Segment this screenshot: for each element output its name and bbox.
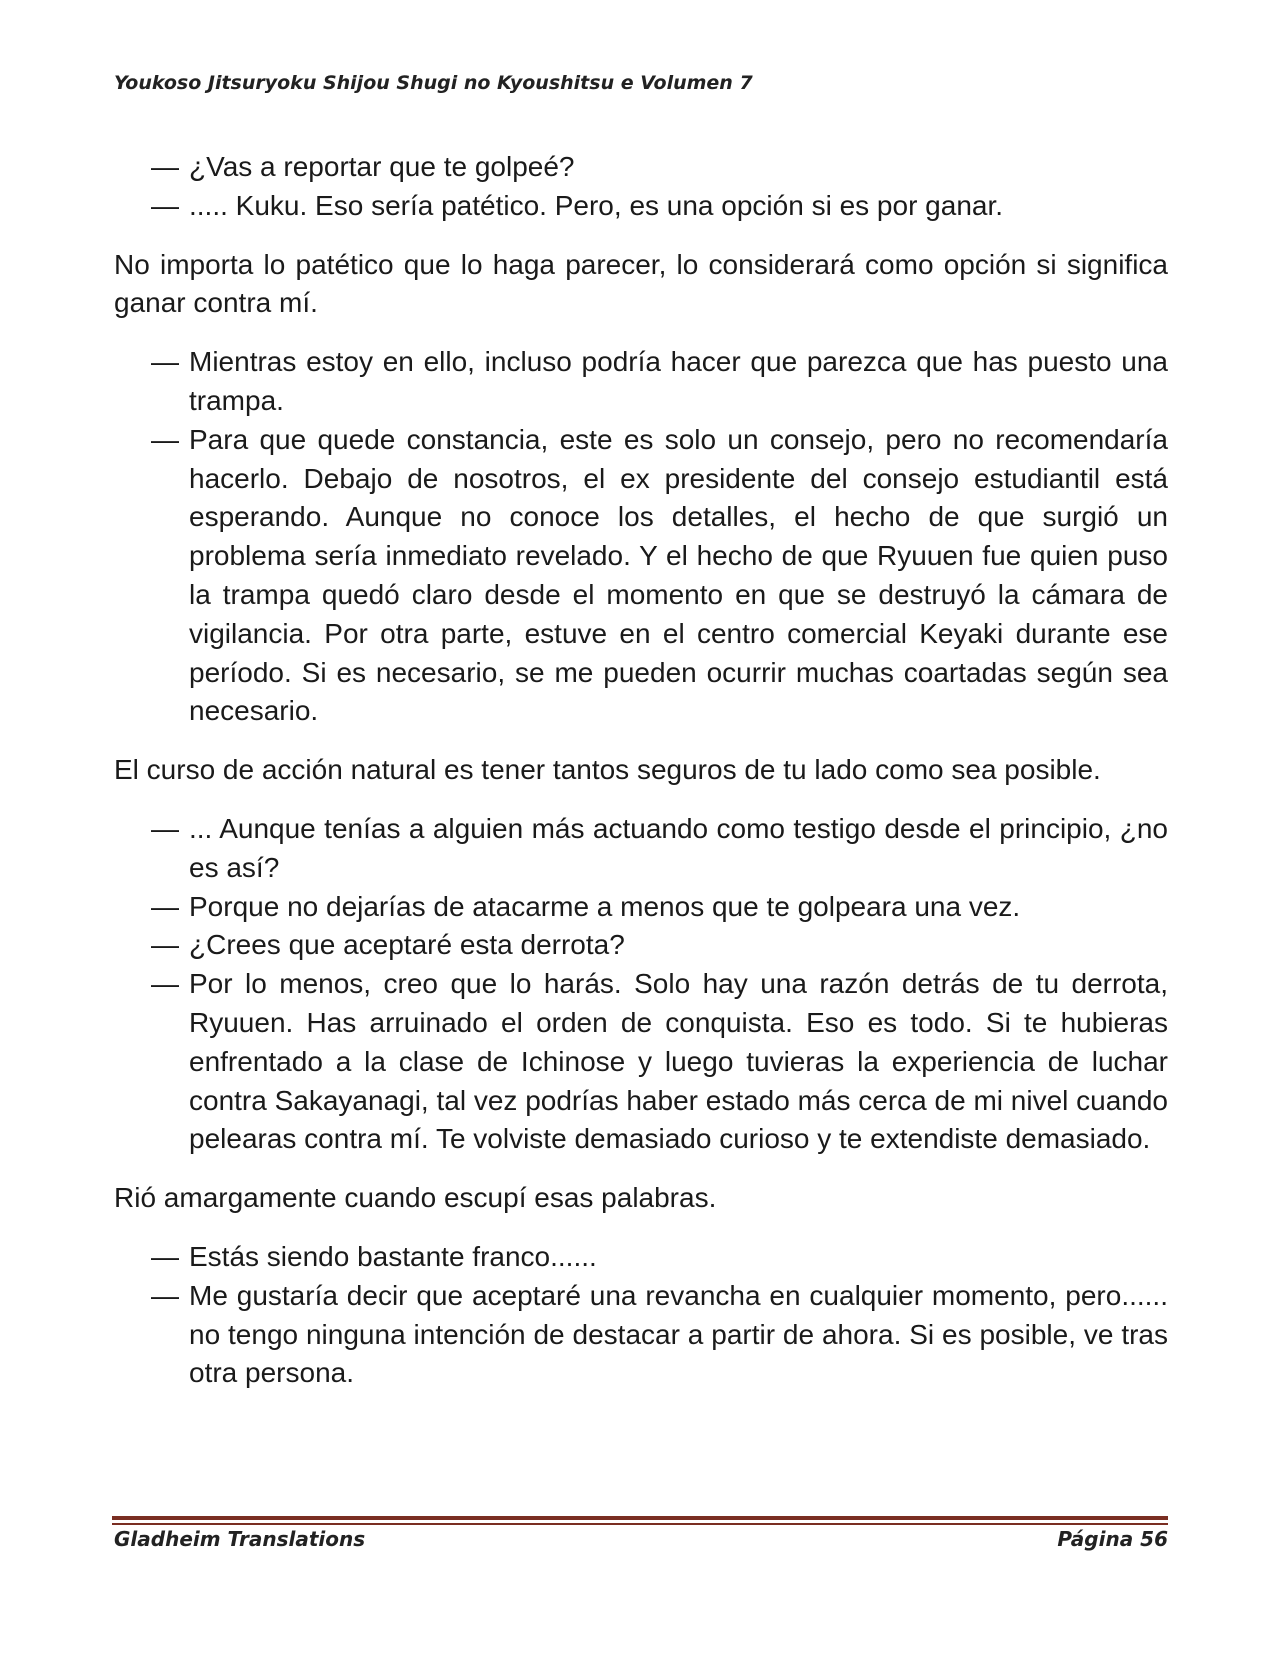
dialogue-dash: — bbox=[151, 890, 179, 922]
dialogue-line: — Para que quede constancia, este es solo un consejo, pero no recomendaría hacerlo. Debajo de nosotros, el ex presidente del consejo estudiantil está esperando. Aunque no conoce los detalles, el hecho de que surgió un problema sería inmediato revelado. Y el hecho de que Ryuuen fue quien puso la trampa quedó claro desde el momento en que se destruyó la cámara de vigilancia. Por otra parte, estuve en el centro comercial Keyaki durante ese período. Si es necesario, se me pueden ocurrir muchas coartadas según sea necesario. bbox=[114, 421, 1168, 731]
dialogue-group bbox=[114, 343, 1168, 731]
dialogue-line: — Estás siendo bastante franco...... bbox=[114, 1238, 1168, 1277]
dialogue-dash: — bbox=[151, 812, 179, 844]
dialogue-dash: — bbox=[151, 1279, 179, 1311]
dialogue-line: — ¿Crees que aceptaré esta derrota? bbox=[114, 926, 1168, 965]
dialogue-dash: — bbox=[151, 423, 179, 455]
narration-paragraph: No importa lo patético que lo haga parecer, lo considerará como opción si significa ganar contra mí. bbox=[114, 248, 1168, 319]
page-header-title: Youkoso Jitsuryoku Shijou Shugi no Kyoushitsu e Volumen 7 bbox=[114, 72, 753, 94]
dialogue-group bbox=[114, 810, 1168, 1159]
narration-paragraph: El curso de acción natural es tener tantos seguros de tu lado como sea posible. bbox=[114, 754, 1101, 786]
dialogue-dash: — bbox=[151, 929, 179, 961]
dialogue-line: — ..... Kuku. Eso sería patético. Pero, es una opción si es por ganar. bbox=[114, 187, 1168, 226]
dialogue-dash: — bbox=[151, 1240, 179, 1272]
footer-publisher: Gladheim Translations bbox=[114, 1527, 366, 1551]
dialogue-line: — Mientras estoy en ello, incluso podría hacer que parezca que has puesto una trampa. bbox=[114, 343, 1168, 421]
dialogue-dash: — bbox=[151, 189, 179, 221]
footer-page-number: Página 56 bbox=[1057, 1527, 1168, 1551]
dialogue-dash: — bbox=[151, 968, 179, 1000]
dialogue-line: — ¿Vas a reportar que te golpeé? bbox=[114, 148, 1168, 187]
dialogue-dash: — bbox=[151, 346, 179, 378]
page-body bbox=[114, 148, 1168, 1393]
dialogue-line: — ... Aunque tenías a alguien más actuando como testigo desde el principio, ¿no es así? bbox=[114, 810, 1168, 888]
dialogue-group bbox=[114, 148, 1168, 226]
dialogue-group bbox=[114, 1238, 1168, 1393]
footer-divider-thin bbox=[112, 1523, 1168, 1525]
dialogue-line: — Por lo menos, creo que lo harás. Solo hay una razón detrás de tu derrota, Ryuuen. Has arruinado el orden de conquista. Eso es todo. Si te hubieras enfrentado a la clase de Ichinose y luego tuvieras la experiencia de luchar contra Sakayanagi, tal vez podrías haber estado más cerca de mi nivel cuando pelearas contra mí. Te volviste demasiado curioso y te extendiste demasiado. bbox=[114, 965, 1168, 1159]
footer-divider bbox=[112, 1516, 1168, 1520]
dialogue-line: — Porque no dejarías de atacarme a menos que te golpeara una vez. bbox=[114, 888, 1168, 927]
dialogue-dash: — bbox=[151, 151, 179, 182]
narration-paragraph: Rió amargamente cuando escupí esas palabras. bbox=[114, 1182, 717, 1214]
dialogue-line: — Me gustaría decir que aceptaré una revancha en cualquier momento, pero...... no tengo ninguna intención de destacar a partir de ahora. Si es posible, ve tras otra persona. bbox=[114, 1277, 1168, 1393]
